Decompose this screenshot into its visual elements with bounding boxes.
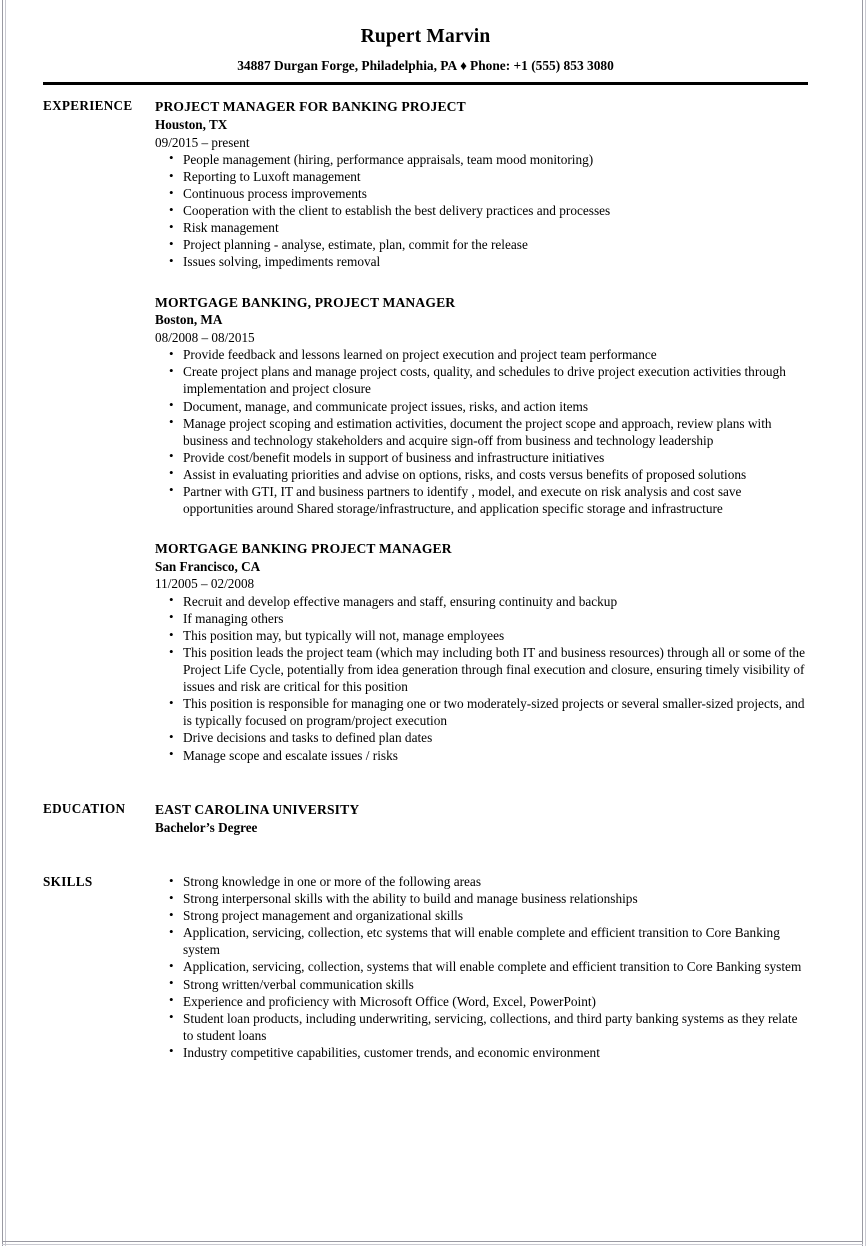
bullet-item: • Cooperation with the client to establish the best delivery practices and processes — [155, 202, 808, 219]
bullet-item: • This position may, but typically will not, manage employees — [155, 627, 808, 644]
section-experience — [43, 98, 808, 763]
bullet-item: • Document, manage, and communicate project issues, risks, and action items — [155, 398, 808, 415]
page-border-bottom — [2, 1241, 863, 1242]
job-location: Houston, TX — [155, 117, 228, 133]
bullet-item: • Manage scope and escalate issues / risks — [155, 747, 808, 764]
bullet-item: • Assist in evaluating priorities and advise on options, risks, and costs versus benefits of proposed solutions — [155, 466, 808, 483]
resume-content — [43, 0, 808, 1061]
bullet-item: • Continuous process improvements — [155, 185, 808, 202]
page-border-right — [862, 0, 863, 1246]
bullet-item: • Reporting to Luxoft management — [155, 168, 808, 185]
job-dates: 11/2005 – 02/2008 — [155, 576, 255, 592]
section-skills — [43, 873, 808, 1061]
bullet-item: • If managing others — [155, 610, 808, 627]
job-title: MORTGAGE BANKING PROJECT MANAGER — [155, 541, 452, 557]
job-dates: 08/2008 – 08/2015 — [155, 329, 255, 345]
job-title: PROJECT MANAGER FOR BANKING PROJECT — [155, 99, 466, 115]
education-school: EAST CAROLINA UNIVERSITY — [155, 801, 360, 817]
bullet-item: • This position is responsible for managing one or two moderately-sized projects or several smaller-sized projects, and is typically focused on program/project execution — [155, 695, 808, 729]
job-bullet-list — [155, 346, 808, 517]
job-dates: 09/2015 – present — [155, 134, 250, 150]
job-title: MORTGAGE BANKING, PROJECT MANAGER — [155, 294, 456, 310]
education-body — [155, 801, 808, 837]
diamond-separator-icon: ♦ — [460, 58, 468, 74]
bullet-item: • Industry competitive capabilities, customer trends, and economic environment — [155, 1044, 808, 1061]
section-education — [43, 801, 808, 837]
bullet-item: • Application, servicing, collection, systems that will enable complete and efficient transition to Core Banking system — [155, 958, 808, 975]
skills-body — [155, 873, 808, 1061]
bullet-item: • Student loan products, including underwriting, servicing, collections, and third party banking systems as they relate to student loans — [155, 1010, 808, 1044]
bullet-item: • Risk management — [155, 219, 808, 236]
page-border-left-inner — [5, 0, 6, 1246]
section-label-experience: EXPERIENCE — [43, 98, 133, 114]
experience-body — [155, 98, 808, 763]
candidate-name: Rupert Marvin — [360, 26, 491, 47]
contact-line — [43, 47, 808, 74]
header-divider-rule — [43, 82, 808, 85]
skills-bullet-list — [155, 873, 808, 1061]
bullet-item: • People management (hiring, performance appraisals, team mood monitoring) — [155, 151, 808, 168]
bullet-item: • Drive decisions and tasks to defined plan dates — [155, 729, 808, 746]
bullet-item: • Partner with GTI, IT and business partners to identify , model, and execute on risk analysis and cost save opportunities around Shared storage/infrastructure, and application specific storage and infrastructure — [155, 483, 808, 517]
bullet-item: • Recruit and develop effective managers and staff, ensuring continuity and backup — [155, 593, 808, 610]
page-border-bottom-outer — [2, 1244, 863, 1245]
bullet-item: • Experience and proficiency with Microsoft Office (Word, Excel, PowerPoint) — [155, 993, 808, 1010]
education-degree: Bachelor’s Degree — [155, 819, 258, 835]
bullet-item: • This position leads the project team (which may including both IT and business resources) through all or some of the Project Life Cycle, potentially from idea generation through final execution and closure, ensuring timely visibility of issues and risk are critical for this position — [155, 644, 808, 695]
experience-entry — [155, 294, 808, 518]
section-label-skills: SKILLS — [43, 874, 93, 890]
bullet-item: • Strong written/verbal communication skills — [155, 976, 808, 993]
bullet-item: • Provide cost/benefit models in support of business and infrastructure initiatives — [155, 449, 808, 466]
job-bullet-list — [155, 593, 808, 764]
bullet-item: • Strong project management and organizational skills — [155, 907, 808, 924]
bullet-item: • Strong knowledge in one or more of the following areas — [155, 873, 808, 890]
bullet-item: • Create project plans and manage project costs, quality, and schedules to drive project execution activities through implementation and project closure — [155, 363, 808, 397]
page-border-left — [2, 0, 3, 1246]
bullet-item: • Manage project scoping and estimation activities, document the project scope and approach, review plans with business and technology stakeholders and acquire sign-off from business and technology leadership — [155, 415, 808, 449]
job-location: San Francisco, CA — [155, 559, 261, 574]
experience-entry — [155, 98, 808, 270]
contact-phone: Phone: +1 (555) 853 3080 — [470, 58, 614, 74]
bullet-item: • Project planning - analyse, estimate, plan, commit for the release — [155, 236, 808, 253]
section-label-education: EDUCATION — [43, 800, 126, 816]
bullet-item: • Application, servicing, collection, etc systems that will enable complete and efficient transition to Core Banking system — [155, 924, 808, 958]
job-location: Boston, MA — [155, 312, 223, 328]
bullet-item: • Strong interpersonal skills with the ability to build and manage business relationships — [155, 890, 808, 907]
bullet-item: • Issues solving, impediments removal — [155, 253, 808, 270]
experience-entry — [155, 540, 808, 764]
contact-address: 34887 Durgan Forge, Philadelphia, PA — [237, 58, 458, 74]
job-bullet-list — [155, 151, 808, 271]
bullet-item: • Provide feedback and lessons learned on project execution and project team performance — [155, 346, 808, 363]
